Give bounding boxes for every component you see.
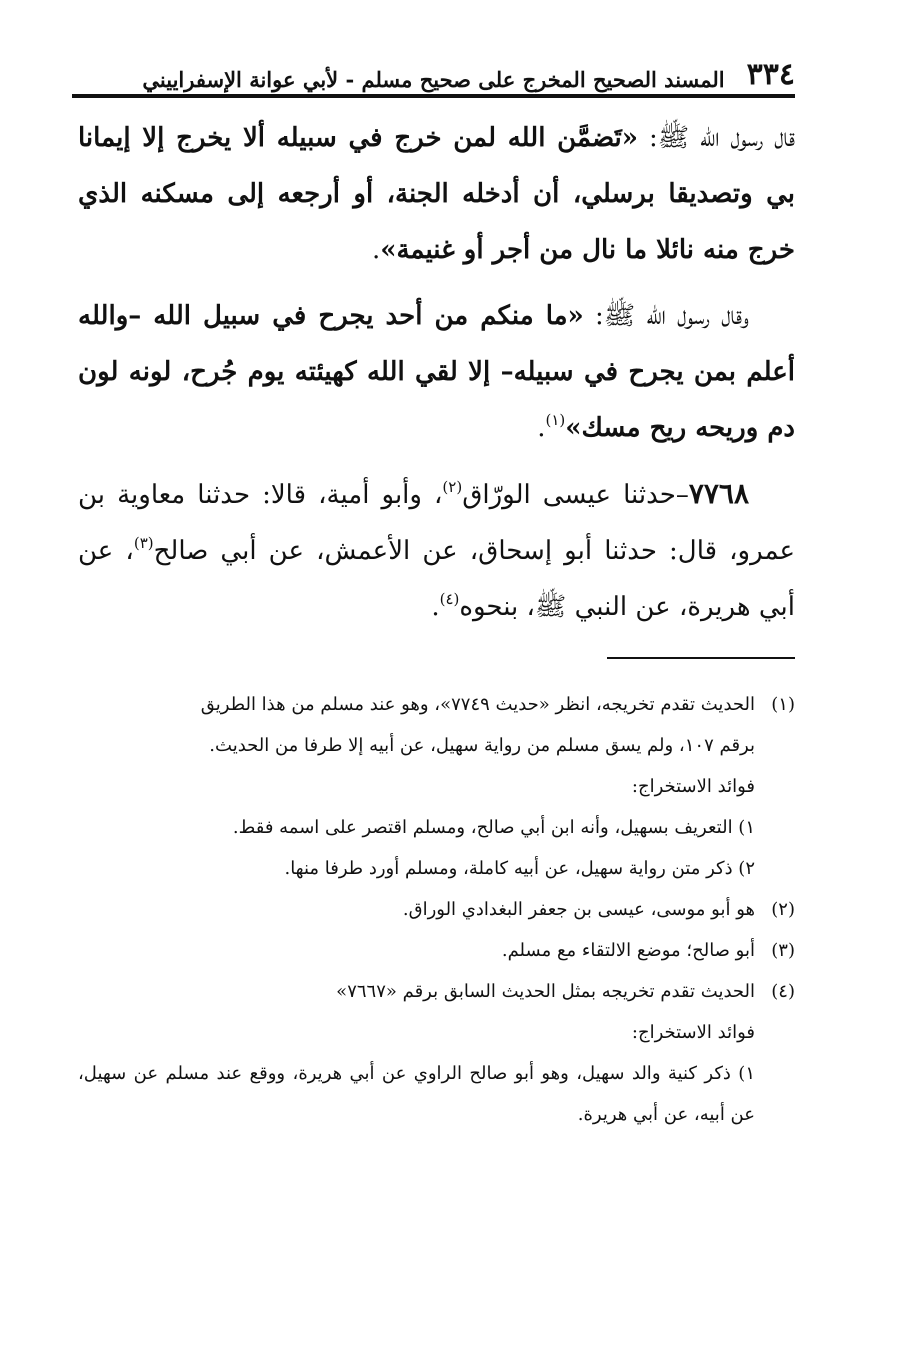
benefits-heading: فوائد الاستخراج: — [631, 1022, 755, 1043]
hadith-paragraph-2 — [78, 288, 795, 456]
narration-lead: وقال رسول الله ﷺ: — [583, 301, 750, 331]
footnote-ref: (٢) — [442, 478, 463, 496]
hadith-quote: «ما منكم من أحد يجرح في سبيل الله –والله أعلم بمن يجرح في سبيله– إلا لقي الله كهيئته يوم جُرح، لونه لون دم وريحه ريح مسك» — [78, 301, 795, 443]
isnad-text: ، وأبو أمية، قالا: حدثنا معاوية بن عمرو، قال: حدثنا أبو إسحاق، عن الأعمش، عن أبي صالح — [78, 480, 795, 566]
hadith-number: ٧٧٦٨ — [688, 477, 749, 510]
isnad-text: ، عن أبي هريرة، عن النبي ﷺ، بنحوه — [78, 536, 795, 622]
main-text — [78, 110, 795, 635]
book-title: المسند الصحيح المخرج على صحيح مسلم - لأبي عوانة الإسفراييني — [142, 67, 725, 92]
footnote-text: أبو صالح؛ موضع الالتقاء مع مسلم. — [501, 940, 755, 961]
hadith-paragraph-1 — [78, 110, 795, 278]
hadith-quote: «تَضمَّن الله لمن خرج في سبيله ألا يخرج إلا إيمانا بي وتصديقا برسلي، أن أدخله الجنة، أو أرجعه إلى مسكنه الذي خرج منه نائلا ما نال من أجر أو غنيمة» — [78, 123, 795, 265]
footnote-text: الحديث تقدم تخريجه بمثل الحديث السابق برقم «٧٦٦٧» — [336, 981, 755, 1002]
footnote-mark: (٤) — [771, 981, 795, 1002]
benefit-item: ١) التعريف بسهيل، وأنه ابن أبي صالح، ومسلم اقتصر على اسمه فقط. — [232, 817, 755, 838]
benefit-item: ١) ذكر كنية والد سهيل، وهو أبو صالح الراوي عن أبي هريرة، ووقع عند مسلم عن سهيل، عن أبيه، عن أبي هريرة. — [78, 1063, 755, 1125]
isnad-paragraph — [78, 466, 795, 635]
footnote-mark: (٣) — [771, 940, 795, 961]
isnad-text: –حدثنا عيسى الورّاق — [462, 480, 689, 510]
footnote-mark: (١) — [771, 694, 795, 715]
footnote-2 — [78, 889, 795, 930]
footnote-separator — [607, 657, 795, 659]
footnote-ref: (٤) — [439, 590, 460, 608]
footnote-mark: (٢) — [771, 899, 795, 920]
footnote-text: الحديث تقدم تخريجه، انظر «حديث ٧٧٤٩»، وهو عند مسلم من هذا الطريق — [200, 694, 755, 715]
page-number: ٣٣٤ — [746, 57, 795, 92]
end-mark: . — [431, 592, 440, 622]
benefits-heading: فوائد الاستخراج: — [631, 776, 755, 797]
footnotes — [78, 684, 795, 1135]
footnote-1 — [78, 684, 795, 725]
end-mark: . — [371, 235, 381, 265]
footnote-text: هو أبو موسى، عيسى بن جعفر البغدادي الوراق. — [402, 899, 755, 920]
running-header — [72, 57, 795, 98]
footnote-text: برقم ١٠٧، ولم يسق مسلم من رواية سهيل، عن أبيه إلا طرفا من الحديث. — [209, 735, 755, 756]
footnote-4 — [78, 971, 795, 1012]
benefit-item: ٢) ذكر متن رواية سهيل، عن أبيه كاملة، ومسلم أورد طرفا منها. — [284, 858, 755, 879]
footnote-ref: (١) — [545, 411, 566, 429]
end-mark: . — [537, 413, 546, 443]
footnote-3 — [78, 930, 795, 971]
footnote-ref: (٣) — [133, 534, 154, 552]
narration-lead: قال رسول الله ﷺ: — [638, 123, 795, 153]
